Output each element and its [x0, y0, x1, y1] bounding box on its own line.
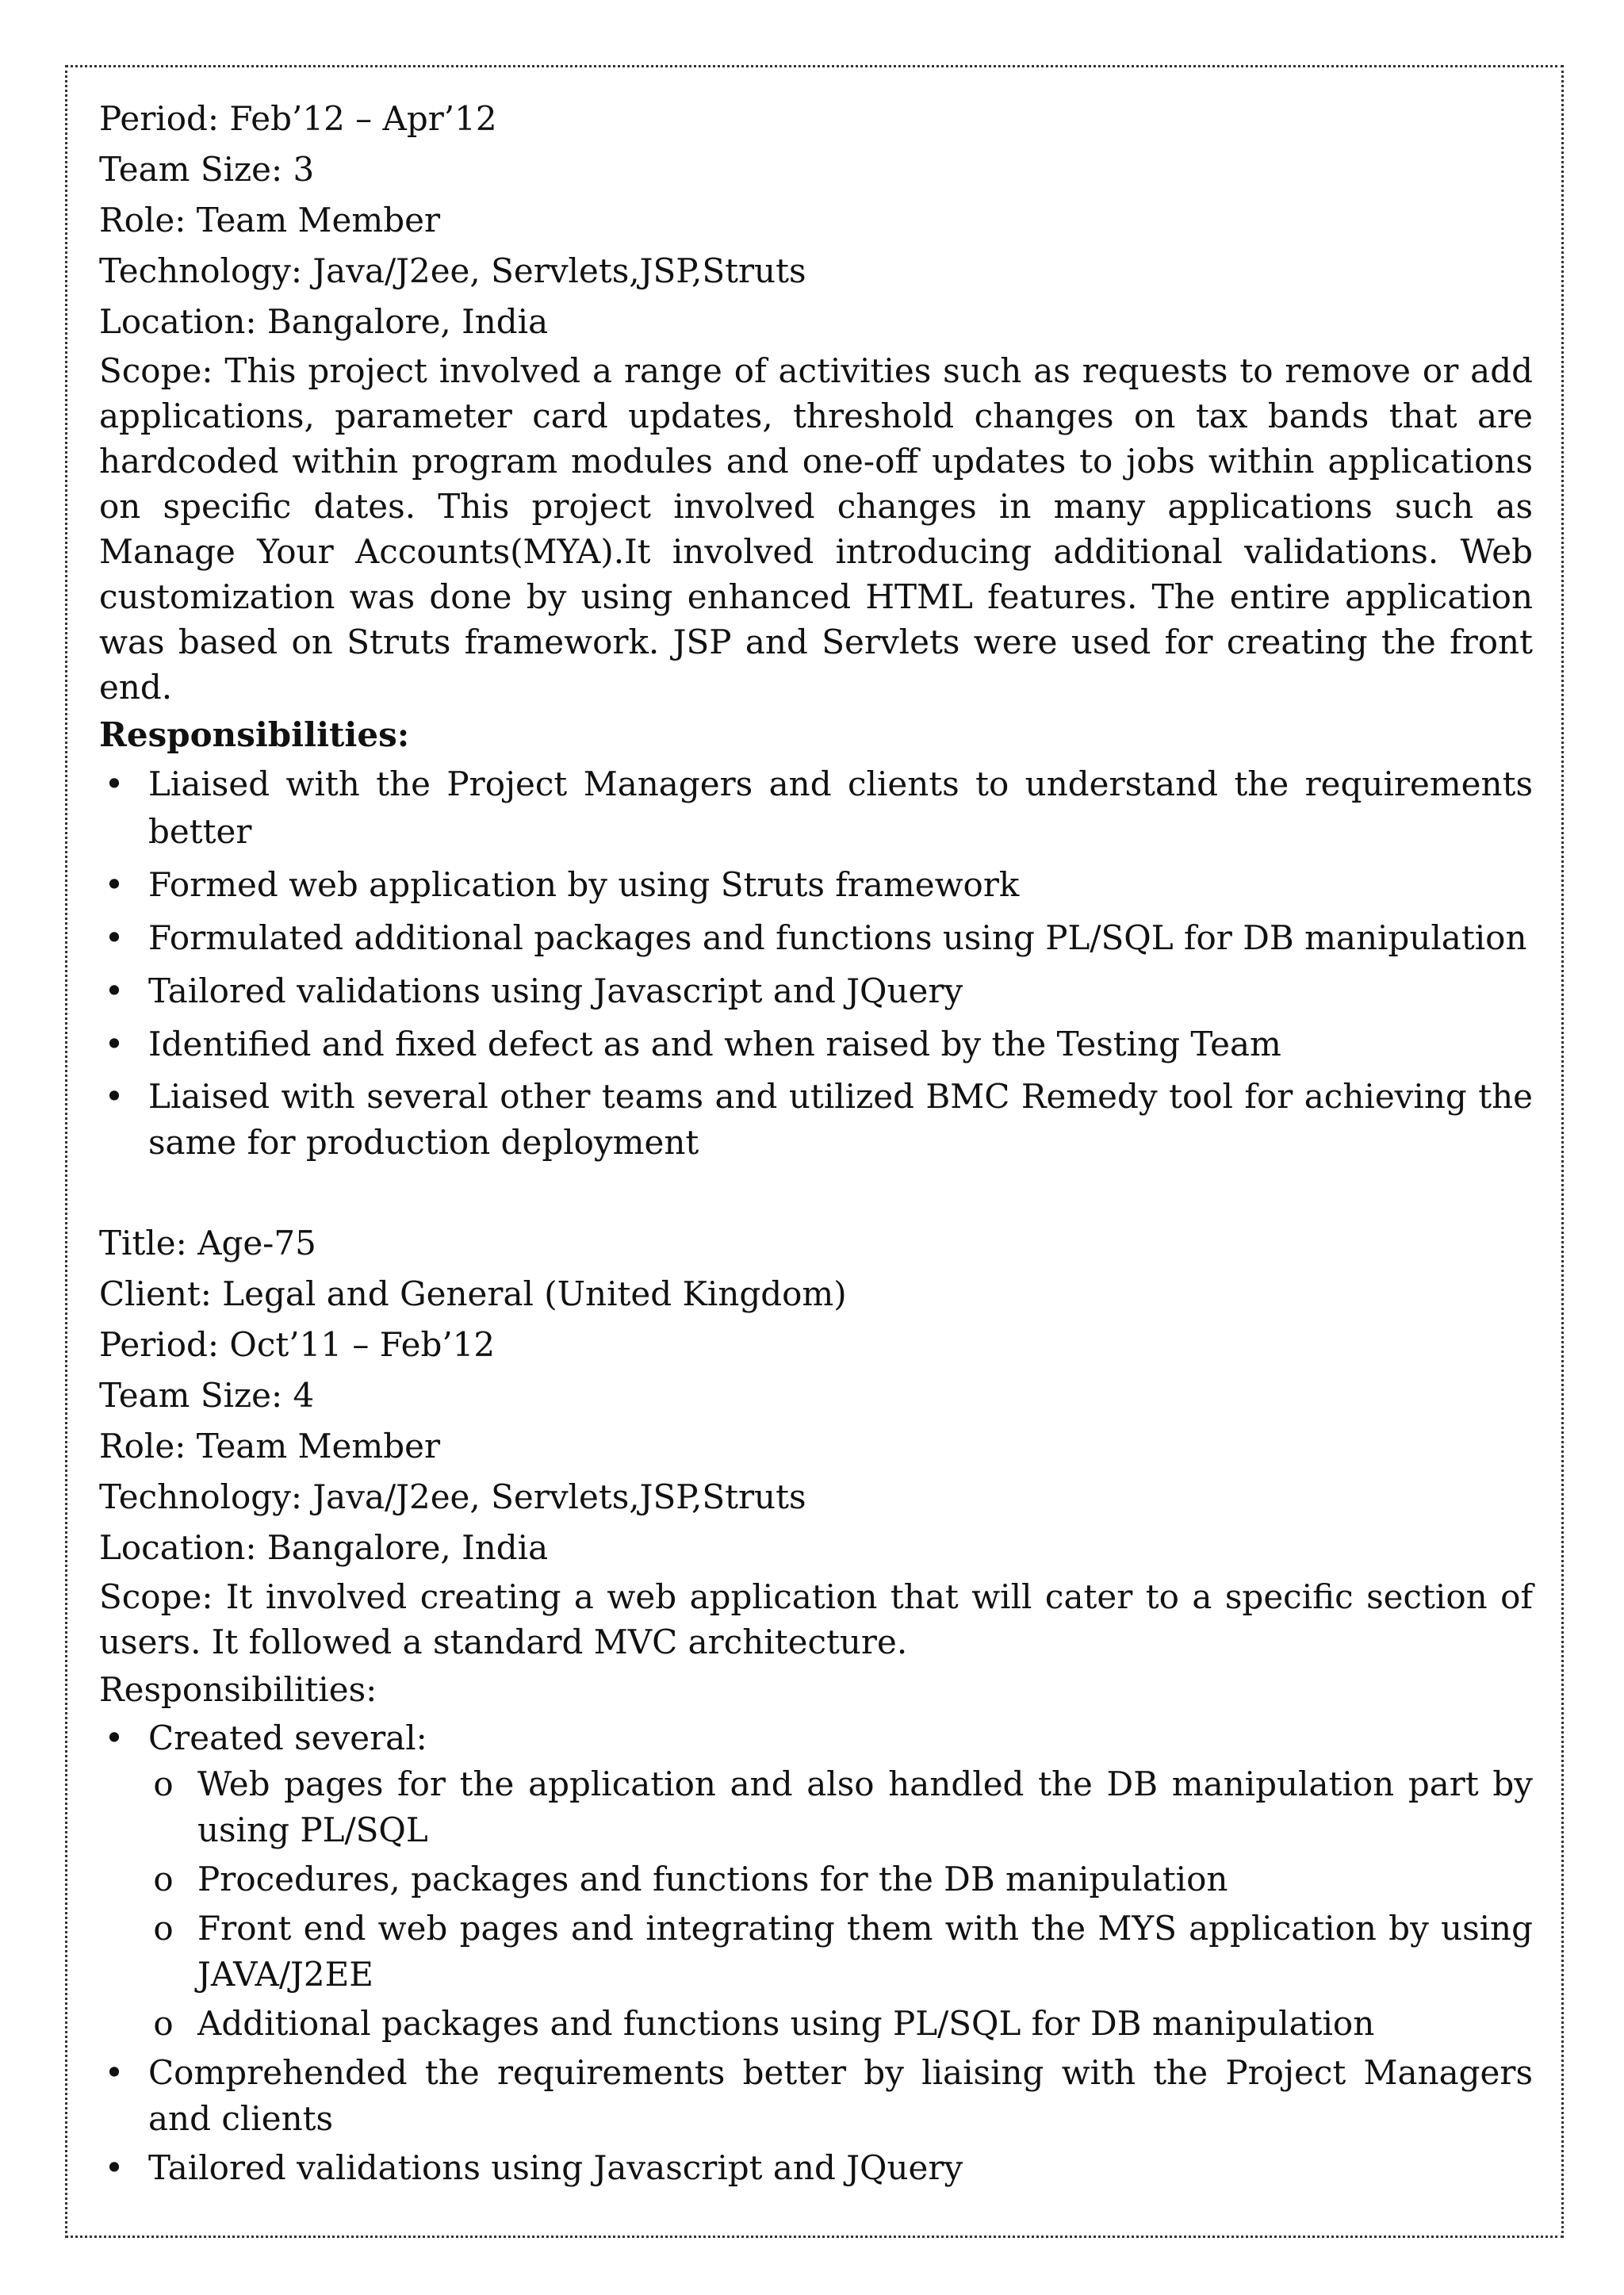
- bullet-icon: •: [104, 865, 124, 904]
- project-1-scope: Scope: This project involved a range of activities such as requests to remove or add applications, parameter card updates, threshold changes on tax bands that are hardcoded within program modules and one-off updates to jobs within applications on specific dates. This project involved changes in many applications such as Manage Your Accounts(MYA).It involved introducing additional validations. Web customization was done by using enhanced HTML features. The entire application was based on Struts framework. JSP and Servlets were used for creating the front end.: [99, 351, 1533, 707]
- bullet-icon: •: [104, 2053, 124, 2092]
- list-item: [99, 1074, 1533, 1166]
- project-2-title: Title: Age-75: [99, 1224, 316, 1262]
- project-2-scope: Scope: It involved creating a web application that will cater to a specific section of users. It followed a standard MVC architecture.: [99, 1577, 1533, 1661]
- sub-list-item-text: Additional packages and functions using PL/SQL for DB manipulation: [197, 2004, 1375, 2043]
- project-2-period: Period: Oct’11 – Feb’12: [99, 1325, 496, 1364]
- sub-list-item-text: Web pages for the application and also handled the DB manipulation part by using PL/SQL: [197, 1764, 1533, 1849]
- project-1-technology: Technology: Java/J2ee, Servlets,JSP,Struts: [99, 251, 806, 290]
- project-1: [99, 94, 1533, 1166]
- bullet-icon: •: [104, 2148, 124, 2187]
- circle-bullet-icon: o: [153, 1860, 174, 1898]
- project-2-role: Role: Team Member: [99, 1427, 441, 1466]
- list-item: [99, 1021, 1533, 1068]
- resume-content: [99, 94, 1533, 2194]
- section-gap: [99, 1169, 1533, 1218]
- project-1-location: Location: Bangalore, India: [99, 302, 549, 341]
- list-item: [99, 761, 1533, 856]
- sub-list-item-text: Procedures, packages and functions for the DB manipulation: [197, 1860, 1228, 1898]
- sub-list-item: [148, 1856, 1533, 1902]
- bullet-icon: •: [104, 1718, 124, 1757]
- list-item-text: Created several:: [148, 1718, 427, 1757]
- sub-list-item: [148, 1906, 1533, 1998]
- project-1-responsibilities-heading: Responsibilities:: [99, 715, 410, 754]
- project-1-period: Period: Feb’12 – Apr’12: [99, 99, 497, 138]
- sub-list-item-text: Front end web pages and integrating them with the MYS application by using JAVA/J2EE: [197, 1909, 1533, 1994]
- list-item: [99, 914, 1533, 962]
- project-2-responsibilities-heading: Responsibilities:: [99, 1670, 377, 1709]
- list-item-text: Identified and fixed defect as and when raised by the Testing Team: [148, 1025, 1281, 1063]
- project-2-team-size: Team Size: 4: [99, 1376, 315, 1415]
- list-item-text: Liaised with several other teams and utilized BMC Remedy tool for achieving the same for production deployment: [148, 1077, 1533, 1162]
- list-item: [99, 2050, 1533, 2142]
- list-item: [99, 1715, 1533, 2047]
- project-2: [99, 1218, 1533, 2191]
- bullet-icon: •: [104, 971, 124, 1010]
- circle-bullet-icon: o: [153, 2004, 174, 2043]
- circle-bullet-icon: o: [153, 1764, 174, 1803]
- list-item: [99, 861, 1533, 909]
- sub-list-item: [148, 2001, 1533, 2047]
- bullet-icon: •: [104, 1077, 124, 1116]
- project-1-responsibilities-list: [99, 761, 1533, 1166]
- bullet-icon: •: [104, 764, 124, 803]
- project-2-location: Location: Bangalore, India: [99, 1528, 549, 1567]
- list-item-text: Tailored validations using Javascript and JQuery: [148, 2148, 963, 2187]
- list-item-text: Formulated additional packages and functions using PL/SQL for DB manipulation: [148, 918, 1527, 957]
- project-2-technology: Technology: Java/J2ee, Servlets,JSP,Struts: [99, 1477, 806, 1516]
- list-item: [99, 2145, 1533, 2191]
- list-item-text: Comprehended the requirements better by liaising with the Project Managers and clients: [148, 2053, 1533, 2138]
- bullet-icon: •: [104, 918, 124, 957]
- circle-bullet-icon: o: [153, 1909, 174, 1948]
- sub-list-item: [148, 1761, 1533, 1853]
- list-item-text: Formed web application by using Struts framework: [148, 865, 1020, 904]
- project-1-team-size: Team Size: 3: [99, 150, 315, 189]
- bullet-icon: •: [104, 1025, 124, 1063]
- list-item-text: Tailored validations using Javascript and JQuery: [148, 971, 963, 1010]
- project-1-role: Role: Team Member: [99, 201, 441, 239]
- project-2-responsibilities-list: [99, 1715, 1533, 2191]
- project-2-client: Client: Legal and General (United Kingdom): [99, 1274, 847, 1313]
- created-sub-list: [148, 1761, 1533, 2047]
- list-item: [99, 967, 1533, 1015]
- list-item-text: Liaised with the Project Managers and clients to understand the requirements better: [148, 764, 1533, 851]
